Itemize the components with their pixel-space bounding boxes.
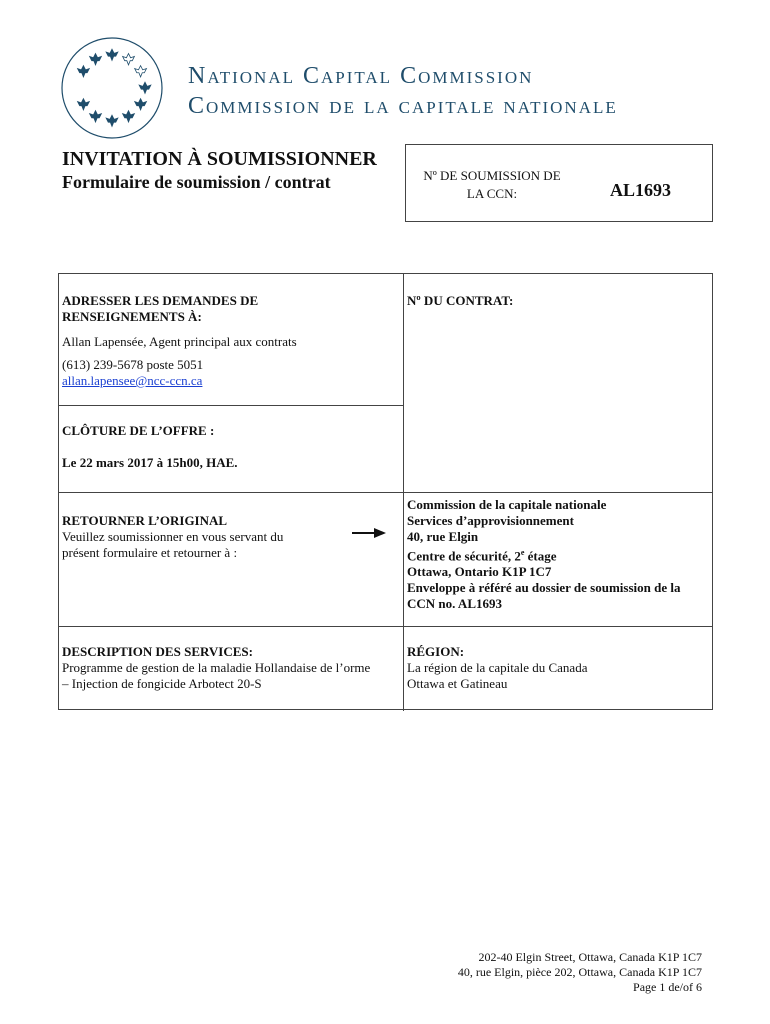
submission-label-line2: LA CCN:	[466, 186, 518, 201]
services-line2: – Injection de fongicide Arbotect 20-S	[62, 676, 262, 691]
return-address	[407, 497, 681, 612]
org-name-fr: Commission de la capitale nationale	[188, 93, 618, 119]
footer-address-fr: 40, rue Elgin, pièce 202, Ottawa, Canada K1P 1C7	[457, 965, 702, 979]
contact-email-link[interactable]: allan.lapensee@ncc-ccn.ca	[62, 373, 203, 388]
submission-number-value: AL1693	[610, 180, 672, 200]
return-instructions-line1: Veuillez soumissionner en vous servant du	[62, 529, 284, 544]
region-description	[407, 660, 587, 692]
closing-heading: CLÔTURE DE L’OFFRE :	[62, 423, 215, 438]
row-divider-closing	[59, 492, 713, 493]
contract-number-heading: Nº DU CONTRAT:	[407, 293, 514, 308]
right-arrow-icon	[352, 527, 386, 539]
services-line1: Programme de gestion de la maladie Hollandaise de l’orme	[62, 660, 371, 675]
maple-leaf-circle-logo	[60, 36, 164, 140]
contact-name: Allan Lapensée, Agent principal aux contrats	[62, 334, 297, 349]
maple-leaf-mark	[90, 54, 102, 65]
address-line5: Ottawa, Ontario K1P 1C7	[407, 564, 552, 580]
maple-leaf-mark	[78, 66, 90, 77]
maple-leaf-mark	[135, 66, 147, 77]
page-footer	[400, 950, 702, 995]
region-line1: La région de la capitale du Canada	[407, 660, 588, 675]
row-divider-inquiries	[59, 405, 403, 406]
maple-leaf-mark	[139, 82, 151, 93]
return-instructions	[62, 529, 283, 561]
address-line2: Services d’approvisionnement	[407, 513, 574, 528]
maple-leaf-mark	[123, 111, 135, 122]
region-line2: Ottawa et Gatineau	[407, 676, 508, 691]
address-line3: 40, rue Elgin	[407, 529, 479, 544]
return-instructions-line2: présent formulaire et retourner à :	[62, 545, 238, 560]
maple-leaf-mark	[106, 115, 118, 126]
maple-leaf-mark	[135, 99, 147, 110]
inquiries-heading-line1: ADRESSER LES DEMANDES DE	[62, 293, 259, 308]
footer-address-en: 202-40 Elgin Street, Ottawa, Canada K1P 1C7	[478, 950, 702, 964]
maple-leaf-mark	[78, 99, 90, 110]
submission-label-line1: Nº DE SOUMISSION DE	[423, 168, 561, 183]
page-subtitle: Formulaire de soumission / contrat	[62, 172, 331, 192]
contact-phone: (613) 239-5678 poste 5051	[62, 357, 204, 372]
inquiries-heading-line2: RENSEIGNEMENTS À:	[62, 309, 202, 324]
maple-leaf-mark	[106, 49, 118, 60]
inquiries-heading	[62, 293, 258, 325]
services-description	[62, 660, 370, 692]
address-line6: Enveloppe à référé au dossier de soumission de la	[407, 580, 681, 596]
page-title: INVITATION À SOUMISSIONNER	[62, 148, 377, 170]
org-name-en: National Capital Commission	[188, 63, 534, 89]
submission-number-label	[412, 167, 572, 203]
row-divider-return	[59, 626, 713, 627]
address-line4: Centre de sécurité, 2e étage	[407, 548, 557, 564]
page-number: Page 1 de/of 6	[633, 980, 702, 994]
services-heading: DESCRIPTION DES SERVICES:	[62, 644, 253, 659]
maple-leaf-mark	[123, 54, 135, 65]
closing-date: Le 22 mars 2017 à 15h00, HAE.	[62, 455, 238, 470]
return-heading: RETOURNER L’ORIGINAL	[62, 513, 228, 528]
region-heading: RÉGION:	[407, 644, 465, 659]
address-line1: Commission de la capitale nationale	[407, 497, 607, 512]
address-line7: CCN no. AL1693	[407, 596, 502, 612]
maple-leaf-mark	[90, 111, 102, 122]
